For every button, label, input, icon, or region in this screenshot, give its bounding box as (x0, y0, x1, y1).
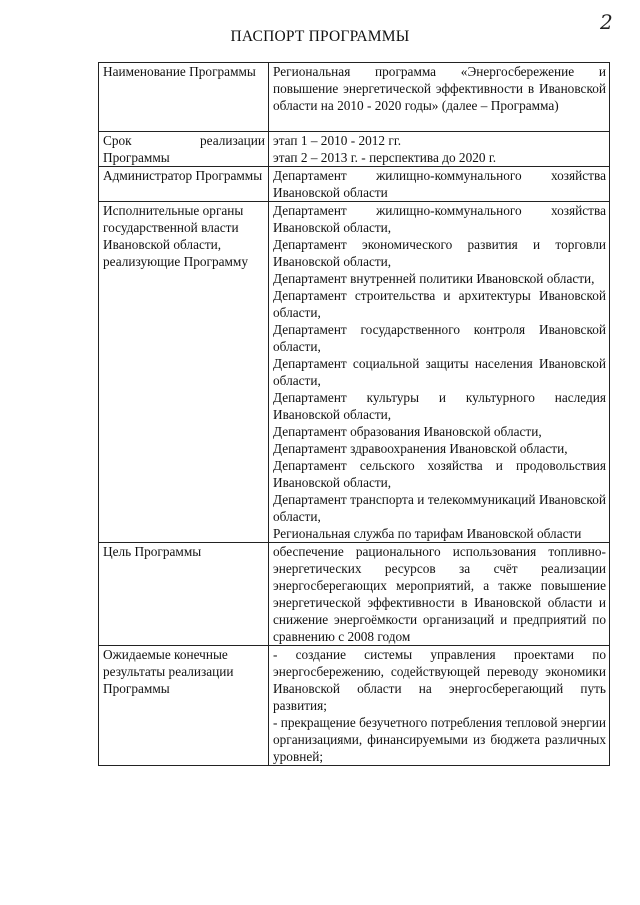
row-label: Наименование Программы (99, 63, 269, 132)
value-paragraph: Департамент жилищно-коммунального хозяйства Ивановской области (273, 168, 606, 200)
row-label: Исполнительные органы государственной власти Ивановской области, реализующие Программу (99, 202, 269, 543)
value-paragraph: Департамент транспорта и телекоммуникаций Ивановской области, (273, 492, 606, 524)
table-row (99, 646, 610, 766)
value-paragraph: Департамент строительства и архитектуры Ивановской области, (273, 288, 606, 320)
value-paragraph: - прекращение безучетного потребления тепловой энергии организациями, финансируемыми из бюджета различных уровней; (273, 715, 606, 764)
value-paragraph: Департамент сельского хозяйства и продовольствия Ивановской области, (273, 458, 606, 490)
value-paragraph: Департамент образования Ивановской области, (273, 424, 542, 439)
value-paragraph: Департамент жилищно-коммунального хозяйства Ивановской области, (273, 203, 606, 235)
row-label: Цель Программы (99, 543, 269, 646)
table-row (99, 132, 610, 167)
table-row (99, 63, 610, 132)
page-title: ПАСПОРТ ПРОГРАММЫ (230, 28, 410, 45)
row-value (269, 543, 610, 646)
label-line: Программы (103, 150, 170, 165)
page-number: 2 (600, 10, 613, 34)
value-paragraph: Департамент экономического развития и торговли Ивановской области, (273, 237, 606, 269)
value-paragraph: Департамент здравоохранения Ивановской области, (273, 441, 568, 456)
value-paragraph: Региональная служба по тарифам Ивановской области (273, 526, 582, 541)
row-label (99, 132, 269, 167)
value-line: этап 2 – 2013 г. - перспектива до 2020 г. (273, 150, 497, 165)
row-value (269, 646, 610, 766)
value-line: этап 1 – 2010 - 2012 гг. (273, 133, 402, 148)
value-paragraph: - создание системы управления проектами по энергосбережению, содействующей переводу экономики Ивановской области на энергосберегающий путь развития; (273, 647, 606, 713)
row-value (269, 167, 610, 202)
table-row (99, 543, 610, 646)
value-paragraph: Департамент культуры и культурного наследия Ивановской области, (273, 390, 606, 422)
table-row (99, 167, 610, 202)
value-paragraph: Департамент социальной защиты населения Ивановской области, (273, 356, 606, 388)
row-label: Ожидаемые конечные результаты реализации Программы (99, 646, 269, 766)
row-label: Администратор Программы (99, 167, 269, 202)
row-value (269, 63, 610, 132)
table-row (99, 202, 610, 543)
value-paragraph: Департамент государственного контроля Ивановской области, (273, 322, 606, 354)
value-paragraph: обеспечение рационального использования топливно-энергетических ресурсов за счёт реализации энергосберегающих мероприятий, а также повышение энергетической эффективности в Ивановской области и снижение энергоёмкости организаций и предприятий по сравнению с 2008 годом (273, 544, 606, 644)
label-line: Срок реализации (103, 133, 265, 148)
passport-table (98, 62, 610, 766)
value-paragraph: Департамент внутренней политики Ивановской области, (273, 271, 595, 286)
row-value (269, 132, 610, 167)
value-paragraph: Региональная программа «Энергосбережение и повышение энергетической эффективности в Ивановской области на 2010 - 2020 годы» (далее – Программа) (273, 64, 606, 113)
row-value (269, 202, 610, 543)
